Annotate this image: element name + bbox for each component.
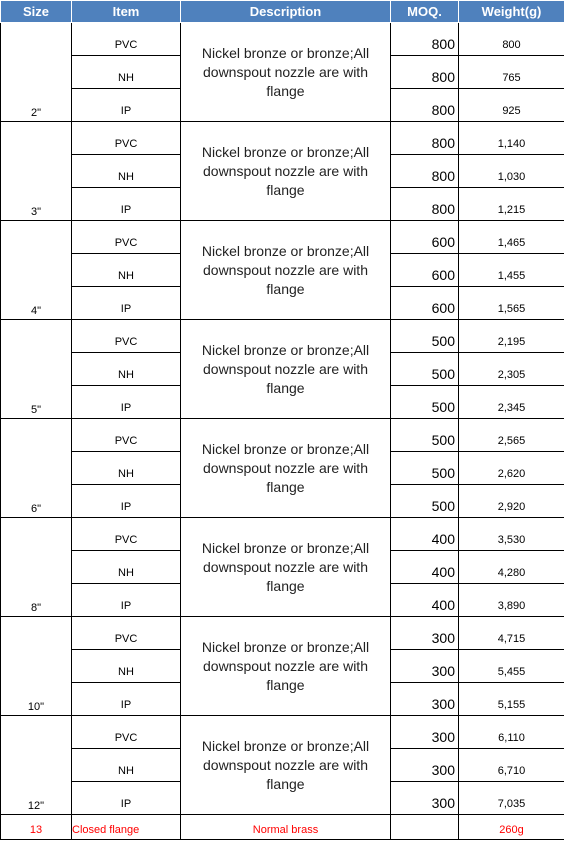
moq-cell: 300 xyxy=(391,749,459,782)
table-row xyxy=(1,122,564,155)
item-cell: IP xyxy=(72,782,181,815)
weight-cell: 2,565 xyxy=(459,419,564,452)
footer-description-cell: Normal brass xyxy=(181,815,391,840)
item-cell: PVC xyxy=(72,518,181,551)
weight-cell: 6,710 xyxy=(459,749,564,782)
table-body xyxy=(1,23,564,844)
moq-cell: 500 xyxy=(391,320,459,353)
weight-cell: 5,155 xyxy=(459,683,564,716)
weight-cell: 1,455 xyxy=(459,254,564,287)
moq-cell: 800 xyxy=(391,89,459,122)
description-cell: Nickel bronze or bronze;All downspout nozzle are with flange xyxy=(181,716,391,815)
moq-cell: 500 xyxy=(391,353,459,386)
item-cell: NH xyxy=(72,452,181,485)
item-cell: PVC xyxy=(72,221,181,254)
weight-cell: 3,530 xyxy=(459,518,564,551)
weight-cell: 1,215 xyxy=(459,188,564,221)
item-cell: IP xyxy=(72,188,181,221)
weight-cell: 7,035 xyxy=(459,782,564,815)
weight-cell: 4,280 xyxy=(459,551,564,584)
weight-cell: 2,305 xyxy=(459,353,564,386)
moq-cell: 400 xyxy=(391,584,459,617)
item-cell: IP xyxy=(72,584,181,617)
item-cell: IP xyxy=(72,683,181,716)
table-row xyxy=(1,617,564,650)
size-cell: 5" xyxy=(1,320,72,419)
moq-cell: 300 xyxy=(391,782,459,815)
item-cell: IP xyxy=(72,89,181,122)
item-cell: PVC xyxy=(72,320,181,353)
moq-cell: 800 xyxy=(391,122,459,155)
description-cell: Nickel bronze or bronze;All downspout nozzle are with flange xyxy=(181,518,391,617)
item-cell: NH xyxy=(72,551,181,584)
footer-size-cell: 13 xyxy=(1,815,72,840)
weight-cell: 2,920 xyxy=(459,485,564,518)
weight-cell: 2,195 xyxy=(459,320,564,353)
header-moq: MOQ. xyxy=(391,1,459,23)
weight-cell: 1,465 xyxy=(459,221,564,254)
moq-cell: 800 xyxy=(391,188,459,221)
table-row xyxy=(1,23,564,56)
moq-cell: 600 xyxy=(391,254,459,287)
moq-cell: 400 xyxy=(391,518,459,551)
weight-cell: 800 xyxy=(459,23,564,56)
weight-cell: 1,030 xyxy=(459,155,564,188)
moq-cell: 500 xyxy=(391,386,459,419)
size-cell: 10" xyxy=(1,617,72,716)
blank-row xyxy=(1,840,564,844)
item-cell: IP xyxy=(72,485,181,518)
size-cell: 3" xyxy=(1,122,72,221)
header-description: Description xyxy=(181,1,391,23)
description-cell: Nickel bronze or bronze;All downspout nozzle are with flange xyxy=(181,221,391,320)
weight-cell: 1,140 xyxy=(459,122,564,155)
table-row xyxy=(1,419,564,452)
size-cell: 2" xyxy=(1,23,72,122)
weight-cell: 2,620 xyxy=(459,452,564,485)
footer-row xyxy=(1,815,564,840)
moq-cell: 500 xyxy=(391,419,459,452)
footer-weight-cell: 260g xyxy=(459,815,564,840)
table-header xyxy=(1,1,564,23)
item-cell: PVC xyxy=(72,122,181,155)
footer-moq-cell xyxy=(391,815,459,840)
moq-cell: 800 xyxy=(391,56,459,89)
item-cell: PVC xyxy=(72,617,181,650)
table-row xyxy=(1,518,564,551)
header-weight: Weight(g) xyxy=(459,1,564,23)
item-cell: NH xyxy=(72,254,181,287)
table-row xyxy=(1,716,564,749)
description-cell: Nickel bronze or bronze;All downspout nozzle are with flange xyxy=(181,617,391,716)
moq-cell: 500 xyxy=(391,485,459,518)
description-cell: Nickel bronze or bronze;All downspout nozzle are with flange xyxy=(181,419,391,518)
weight-cell: 2,345 xyxy=(459,386,564,419)
item-cell: NH xyxy=(72,155,181,188)
weight-cell: 1,565 xyxy=(459,287,564,320)
moq-cell: 500 xyxy=(391,452,459,485)
item-cell: PVC xyxy=(72,23,181,56)
size-cell: 12" xyxy=(1,716,72,815)
table-row xyxy=(1,221,564,254)
moq-cell: 300 xyxy=(391,617,459,650)
moq-cell: 300 xyxy=(391,683,459,716)
item-cell: NH xyxy=(72,56,181,89)
moq-cell: 800 xyxy=(391,155,459,188)
moq-cell: 300 xyxy=(391,716,459,749)
header-size: Size xyxy=(1,1,72,23)
moq-cell: 300 xyxy=(391,650,459,683)
item-cell: NH xyxy=(72,749,181,782)
blank-cell xyxy=(1,840,564,844)
size-cell: 8" xyxy=(1,518,72,617)
weight-cell: 765 xyxy=(459,56,564,89)
header-item: Item xyxy=(72,1,181,23)
item-cell: IP xyxy=(72,287,181,320)
description-cell: Nickel bronze or bronze;All downspout nozzle are with flange xyxy=(181,23,391,122)
moq-cell: 600 xyxy=(391,287,459,320)
item-cell: IP xyxy=(72,386,181,419)
weight-cell: 5,455 xyxy=(459,650,564,683)
moq-cell: 600 xyxy=(391,221,459,254)
item-cell: PVC xyxy=(72,419,181,452)
item-cell: NH xyxy=(72,353,181,386)
size-cell: 6" xyxy=(1,419,72,518)
weight-cell: 925 xyxy=(459,89,564,122)
moq-cell: 400 xyxy=(391,551,459,584)
moq-cell: 800 xyxy=(391,23,459,56)
weight-cell: 6,110 xyxy=(459,716,564,749)
size-cell: 4" xyxy=(1,221,72,320)
item-cell: PVC xyxy=(72,716,181,749)
table-row xyxy=(1,320,564,353)
item-cell: NH xyxy=(72,650,181,683)
weight-cell: 4,715 xyxy=(459,617,564,650)
weight-cell: 3,890 xyxy=(459,584,564,617)
description-cell: Nickel bronze or bronze;All downspout nozzle are with flange xyxy=(181,122,391,221)
footer-item-cell: Closed flange xyxy=(72,815,181,840)
description-cell: Nickel bronze or bronze;All downspout nozzle are with flange xyxy=(181,320,391,419)
header-row xyxy=(1,1,564,23)
